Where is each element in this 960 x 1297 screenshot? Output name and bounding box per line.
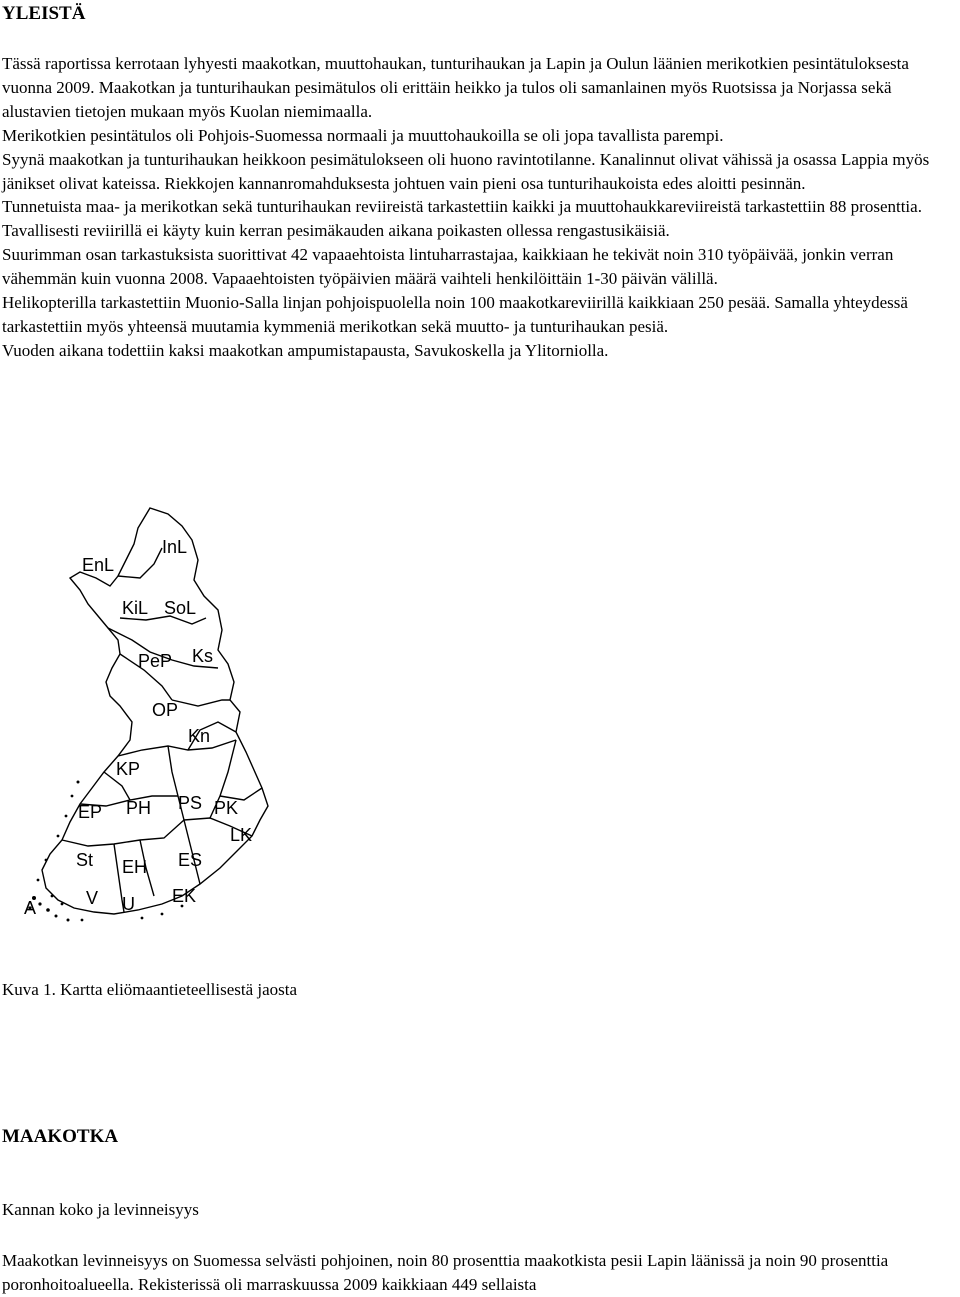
section-title-yleista: YLEISTÄ <box>2 3 86 24</box>
map-label-pk: PK <box>214 798 239 818</box>
map-label-v: V <box>86 888 99 908</box>
paragraph: Merikotkien pesintätulos oli Pohjois-Suomessa normaali ja muuttohaukoilla se oli jopa tavallista parempi. <box>2 125 724 145</box>
map-label-ks: Ks <box>192 646 214 666</box>
paragraph: Tässä raportissa kerrotaan lyhyesti maakotkan, muuttohaukan, tunturihaukan ja Lapin ja Oulun läänien merikotkien pesintätuloksesta vuonna 2009. Maakotkan ja tunturihaukan pesimätulos oli erittäin heikko ja tulos oli samanlainen myös Ruotsissa ja Norjassa sekä alustavien tietojen mukaan myös Kuolan niemimaalla. <box>2 54 909 121</box>
map-label-enl: EnL <box>82 555 115 575</box>
intro-text <box>2 52 958 363</box>
map-label-a: A <box>24 898 37 918</box>
map-label-lk: LK <box>230 825 253 845</box>
section-title-maakotka: MAAKOTKA <box>2 1126 119 1147</box>
map-label-kil: KiL <box>122 598 149 618</box>
map-label-kn: Kn <box>188 726 211 746</box>
paragraph: Maakotkan levinneisyys on Suomessa selvästi pohjoinen, noin 80 prosenttia maakotkista pesii Lapin läänissä ja noin 90 prosenttia poronhoitoalueella. Rekisterissä oli marraskuussa 2009 kaikkiaan 449 sellaista <box>2 1251 889 1294</box>
subsection-title: Kannan koko ja levinneisyys <box>2 1200 199 1219</box>
map-label-ek: EK <box>172 886 197 906</box>
map-label-ep: EP <box>78 802 103 822</box>
paragraph: Syynä maakotkan ja tunturihaukan heikkoon pesimätulokseen oli huono ravintotilanne. Kanalinnut olivat vähissä ja osassa Lappia myös jänikset olivat kateissa. Riekkojen kannanromahduksesta johtuen vain pieni osa tunturihaukoista edes aloitti pesinnän. <box>2 149 930 193</box>
biogeographic-map <box>22 500 272 930</box>
map-label-op: OP <box>152 700 179 720</box>
map-label-st: St <box>76 850 94 870</box>
maakotka-text <box>2 1249 958 1297</box>
map-label-kp: KP <box>116 759 141 779</box>
map-label-u: U <box>122 894 135 914</box>
finland-map-svg <box>22 500 272 930</box>
paragraph: Helikopterilla tarkastettiin Muonio-Salla linjan pohjoispuolella noin 100 maakotkareviirillä kaikkiaan 250 pesää. Samalla yhteydessä tarkastettiin myös yhteensä muutamia kymmeniä merikotkan sekä muutto- ja tunturihaukan pesiä. <box>2 293 908 336</box>
map-label-pep: PeP <box>138 651 173 671</box>
paragraph: Vuoden aikana todettiin kaksi maakotkan ampumistapausta, Savukoskella ja Ylitorniolla. <box>2 340 609 360</box>
figure-caption: Kuva 1. Kartta eliömaantieteellisestä jaosta <box>2 980 298 999</box>
paragraph: Tunnetuista maa- ja merikotkan sekä tunturihaukan reviireistä tarkastettiin kaikki ja muuttohaukkareviireistä tarkastettiin 88 prosenttia. <box>2 197 922 217</box>
paragraph: Suurimman osan tarkastuksista suorittivat 42 vapaaehtoista lintuharrastajaa, kaikkiaan he tekivät noin 310 työpäivää, jonkin verran vähemmän kuin vuonna 2008. Vapaaehtoisten työpäivien määrä vaihteli henkilöittäin 1-30 päivän välillä. <box>2 245 894 289</box>
paragraph: Tavallisesti reviirillä ei käyty kuin kerran pesimäkauden aikana poikasten ollessa rengastusikäisiä. <box>2 221 670 241</box>
map-label-es: ES <box>178 850 203 870</box>
map-label-eh: EH <box>122 857 148 877</box>
map-label-ph: PH <box>126 798 152 818</box>
map-label-inl: InL <box>162 537 188 557</box>
map-label-ps: PS <box>178 793 203 813</box>
map-label-sol: SoL <box>164 598 197 618</box>
